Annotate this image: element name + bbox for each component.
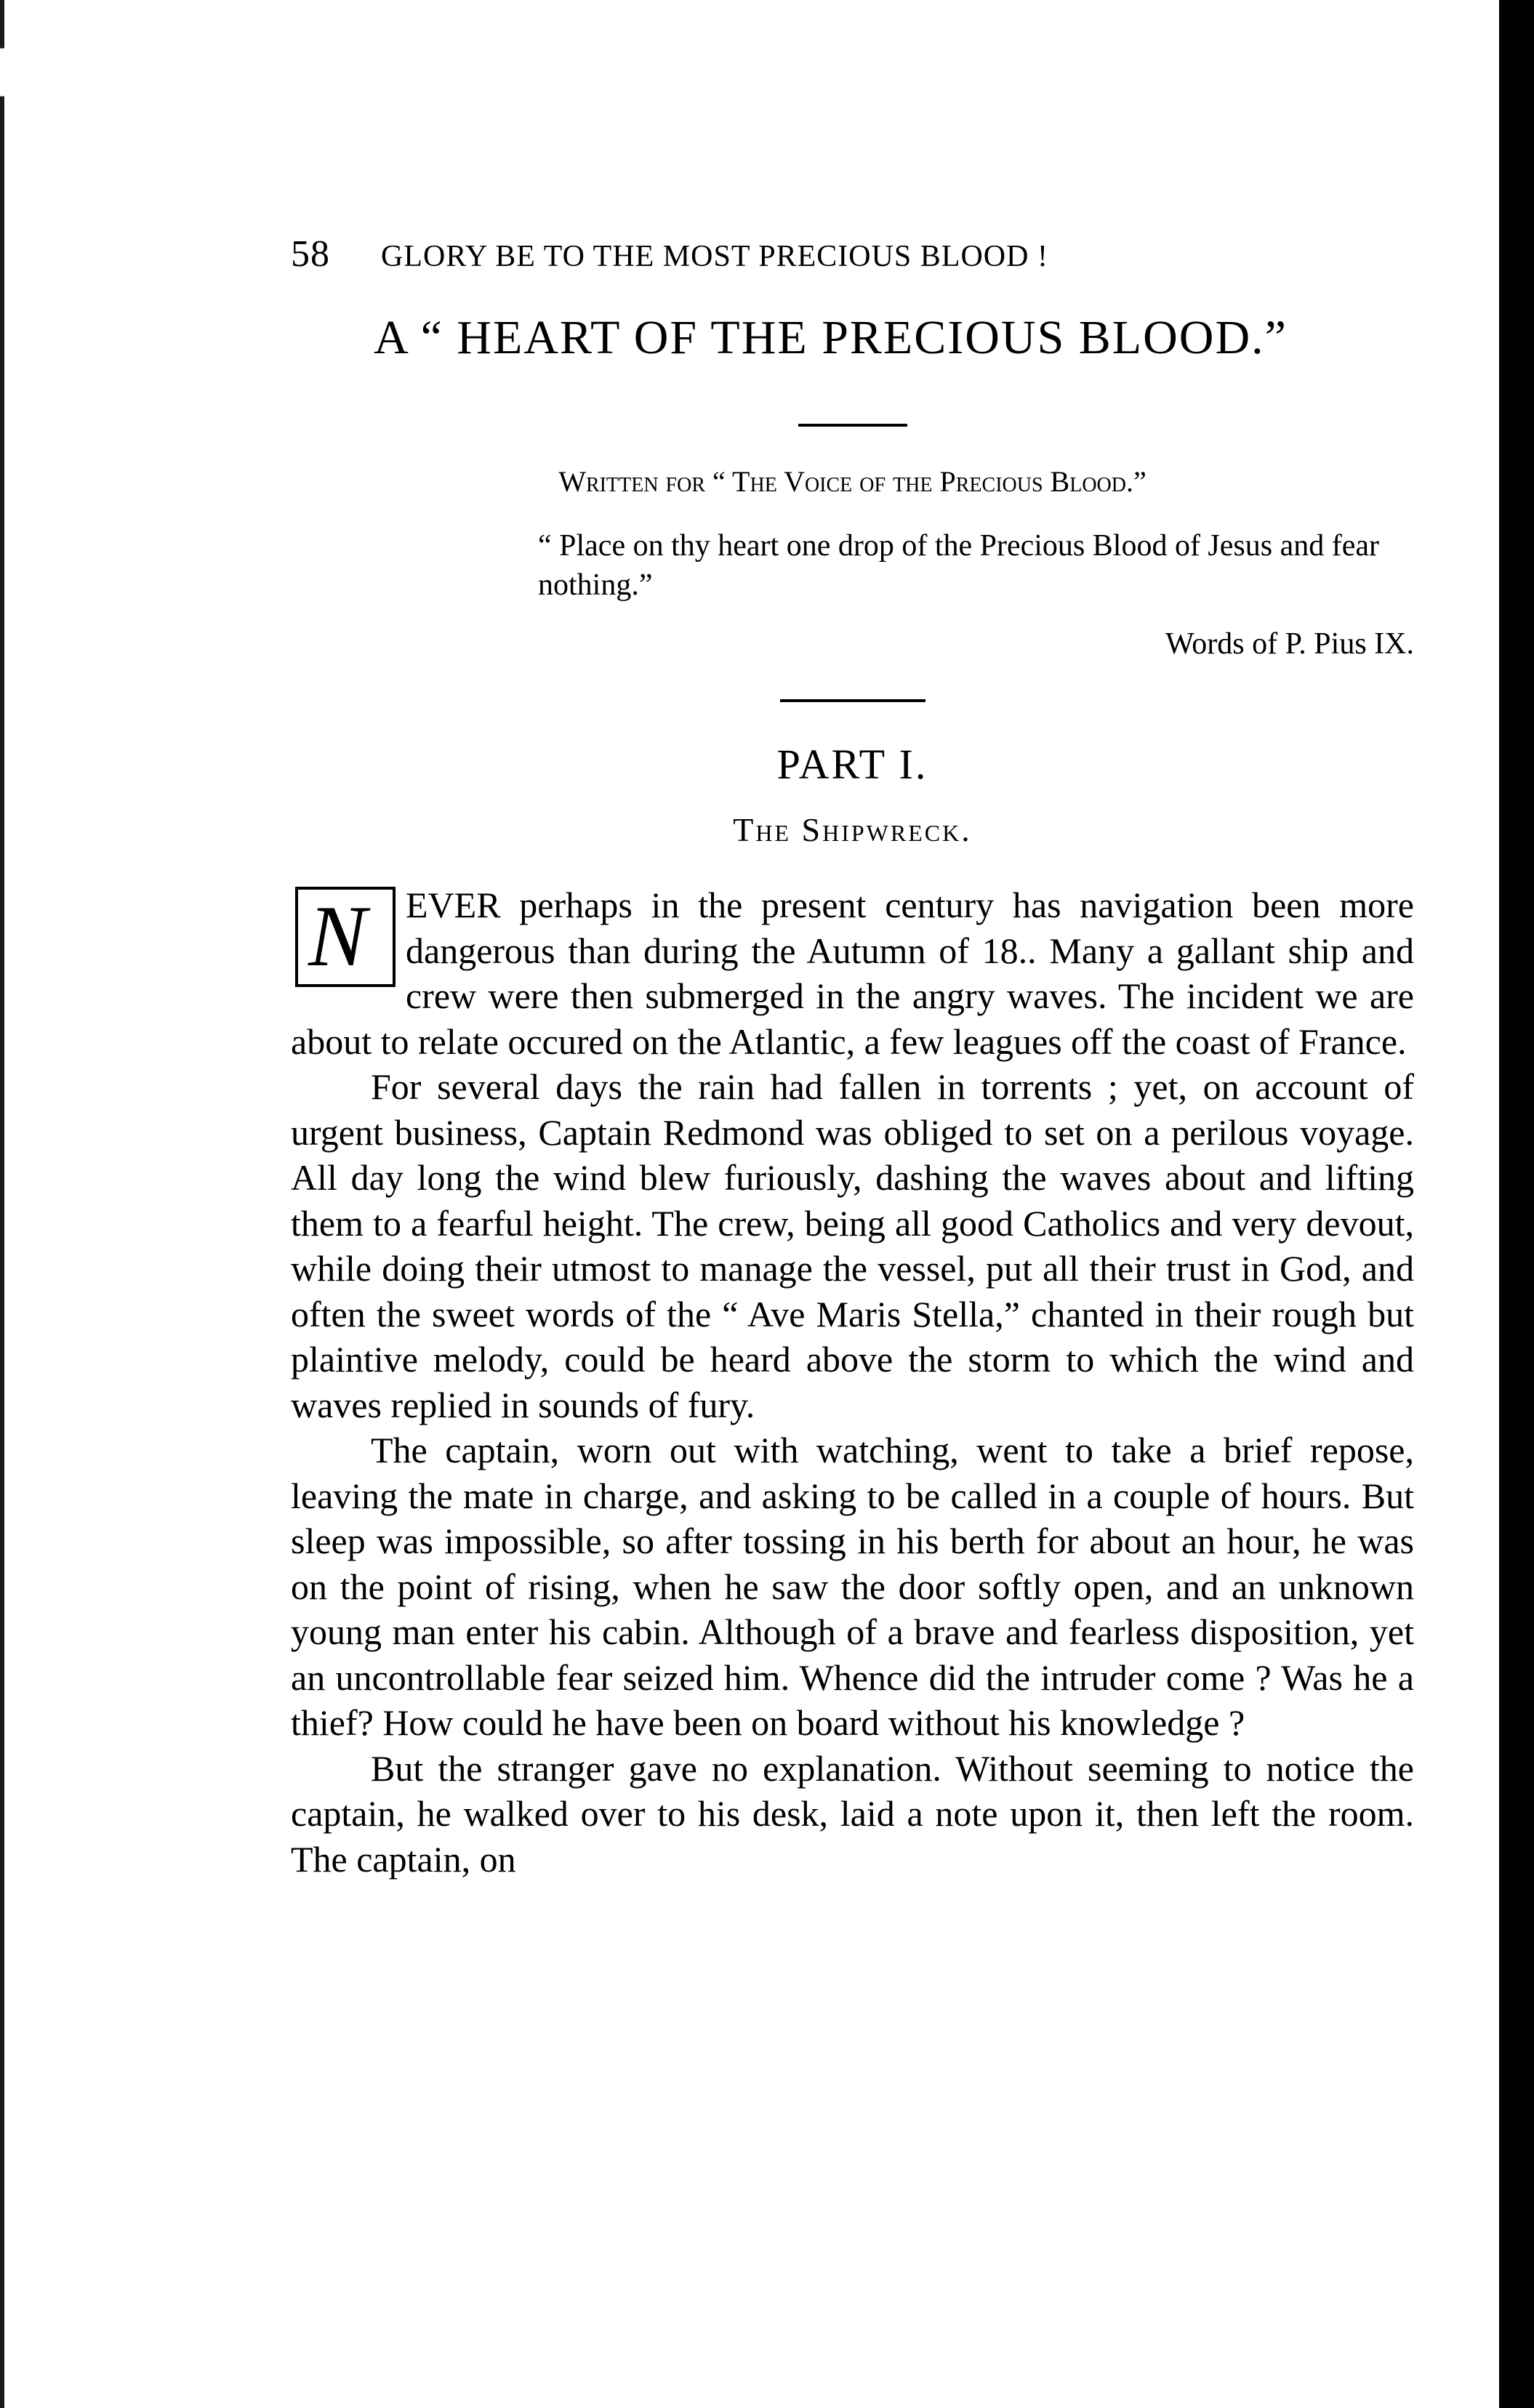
article-title: A “ HEART OF THE PRECIOUS BLOOD.” xyxy=(374,311,1288,364)
paragraph: But the stranger gave no explanation. Without seeming to notice the captain, he walked over to his desk, laid a note upon it, then left the room. The captain, on xyxy=(291,1747,1414,1880)
running-head xyxy=(291,233,1414,275)
paragraph: The captain, worn out with watching, went to take a brief repose, leaving the mate in charge, and asking to be called in a couple of hours. But sleep was impossible, so after tossing in his berth for about an hour, he was on the point of rising, when he saw the door softly open, and an unknown young man enter his cabin. Although of a brave and fearless disposition, yet an uncontrollable fear seized him. Whence did the intruder come ? Was he a thief? How could he have been on board without his knowledge ? xyxy=(291,1430,1414,1743)
paragraph: For several days the rain had fallen in torrents ; yet, on account of urgent business, Captain Redmond was obliged to set on a perilous voyage. All day long the wind blew furiously, dashing the waves about and lifting them to a fearful height. The crew, being all good Catholics and very devout, while doing their utmost to manage the vessel, put all their trust in God, and often the sweet words of the “ Ave Maris Stella,” chanted in their rough but plaintive melody, could be heard above the storm to which the wind and waves replied in sounds of fury. xyxy=(291,1066,1414,1425)
page-left-edge xyxy=(0,0,4,2408)
part-heading: PART I. xyxy=(776,741,928,788)
drop-cap xyxy=(291,887,400,996)
scan-border xyxy=(1499,0,1534,2408)
subtitle: Written for “ The Voice of the Precious Blood.” xyxy=(558,465,1147,498)
divider xyxy=(798,424,907,427)
epigraph-quote: “ Place on thy heart one drop of the Precious Blood of Jesus and fear nothing.” xyxy=(538,529,1380,602)
paragraph: EVER perhaps in the present century has navigation been more dangerous than during the Autumn of 18.. Many a gallant ship and crew were then submerged in the angry waves. The incident we are about to relate occured on the Atlantic, a few leagues off the coast of France. xyxy=(291,885,1414,1062)
divider xyxy=(780,699,925,702)
drop-cap-letter: N xyxy=(308,887,367,984)
book-page xyxy=(291,233,1414,1882)
epigraph-attribution: Words of P. Pius IX. xyxy=(1165,627,1414,661)
page-number: 58 xyxy=(291,233,330,275)
body-text xyxy=(291,882,1414,1882)
running-head-title: GLORY BE TO THE MOST PRECIOUS BLOOD ! xyxy=(381,240,1048,273)
part-subheading: The Shipwreck. xyxy=(733,811,972,848)
